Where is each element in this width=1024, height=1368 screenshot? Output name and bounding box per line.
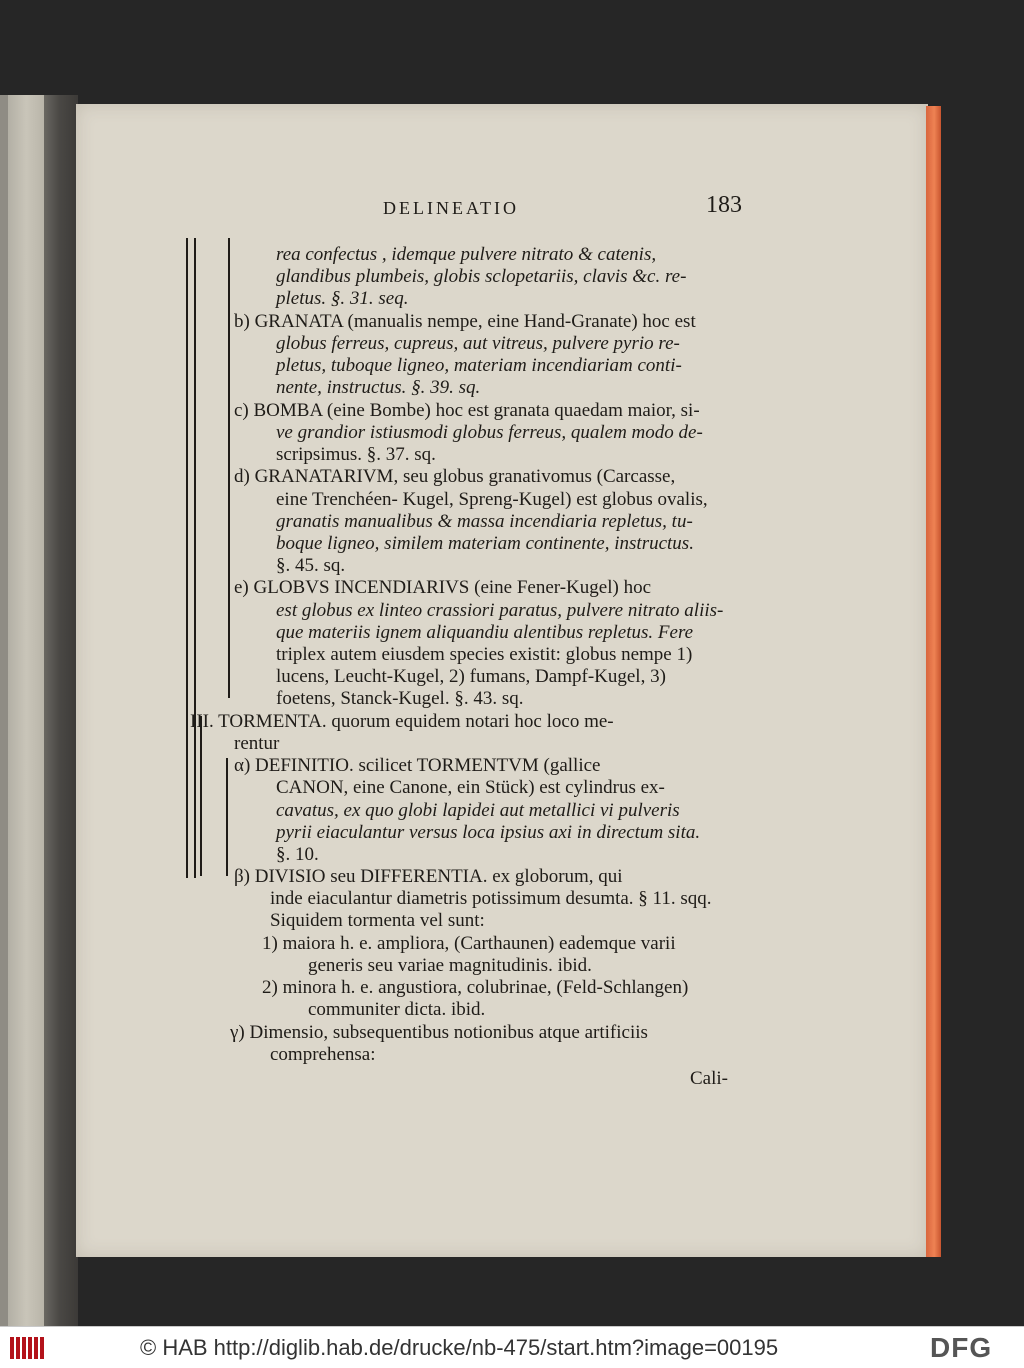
text-line: III. TORMENTA. quorum equidem notari hoc loco me-	[190, 711, 614, 732]
text-line: α) DEFINITIO. scilicet TORMENTVM (gallice	[234, 755, 601, 776]
text-line: γ) Dimensio, subsequentibus notionibus atque artificiis	[230, 1022, 648, 1043]
text-line: que materiis ignem aliquandiu alentibus repletus. Fere	[276, 622, 694, 643]
subsection-bracket-rule	[226, 758, 228, 876]
text-line: β) DIVISIO seu DIFFERENTIA. ex globorum, qui	[234, 866, 623, 887]
text-line: 1) maiora h. e. ampliora, (Carthaunen) eademque varii	[262, 933, 676, 954]
inner-bracket-rule	[228, 238, 230, 698]
text-line: b) GRANATA (manualis nempe, eine Hand-Granate) hoc est	[234, 311, 696, 332]
page-number: 183	[706, 192, 742, 218]
text-line: globus ferreus, cupreus, aut vitreus, pulvere pyrio re-	[276, 333, 680, 354]
catchword: Cali-	[690, 1068, 728, 1089]
footer-copyright-link[interactable]: © HAB http://diglib.hab.de/drucke/nb-475/start.htm?image=00195	[140, 1335, 779, 1360]
text-line: est globus ex linteo crassiori paratus, pulvere nitrato aliis-	[276, 600, 724, 621]
text-line: 2) minora h. e. angustiora, colubrinae, (Feld-Schlangen)	[262, 977, 689, 998]
text-line: communiter dicta. ibid.	[308, 999, 486, 1020]
text-line: cavatus, ex quo globi lapidei aut metallici vi pulveris	[276, 800, 680, 821]
text-line: ve grandior istiusmodi globus ferreus, qualem modo de-	[276, 422, 703, 443]
text-line: boque ligneo, similem materiam continente, instructus.	[276, 533, 694, 554]
text-line: CANON, eine Canone, ein Stück) est cylindrus ex-	[276, 777, 665, 798]
running-head: DELINEATIO	[383, 198, 519, 218]
book-gutter	[44, 95, 78, 1326]
text-line: foetens, Stanck-Kugel. §. 43. sq.	[276, 688, 524, 709]
dfg-logo: DFG	[930, 1332, 993, 1363]
text-line: triplex autem eiusdem species existit: globus nempe 1)	[276, 644, 693, 665]
text-line: c) BOMBA (eine Bombe) hoc est granata quaedam maior, si-	[234, 400, 700, 421]
text-line: eine Trenchéen- Kugel, Spreng-Kugel) est globus ovalis,	[276, 489, 708, 510]
text-line: §. 45. sq.	[276, 555, 346, 576]
text-line: d) GRANATARIVM, seu globus granativomus (Carcasse,	[234, 466, 676, 487]
text-line: Siquidem tormenta vel sunt:	[270, 910, 485, 931]
text-line: rentur	[234, 733, 280, 754]
section-bracket-rule	[200, 716, 202, 876]
text-line: scripsimus. §. 37. sq.	[276, 444, 436, 465]
outer-bracket-rule-2	[186, 238, 188, 878]
text-line: inde eiaculantur diametris potissimum desumta. § 11. sqq.	[270, 888, 712, 909]
outer-bracket-rule	[194, 238, 196, 878]
text-line: pletus, tuboque ligneo, materiam incendiariam conti-	[276, 355, 682, 376]
page-edge-colored	[926, 106, 941, 1257]
footer-bar	[0, 1326, 1024, 1368]
text-line: glandibus plumbeis, globis sclopetariis, clavis &c. re-	[276, 266, 687, 287]
text-line: pletus. §. 31. seq.	[276, 288, 409, 309]
text-line: §. 10.	[276, 844, 319, 865]
text-line: generis seu variae magnitudinis. ibid.	[308, 955, 592, 976]
text-line: rea confectus , idemque pulvere nitrato & catenis,	[276, 244, 657, 265]
text-line: lucens, Leucht-Kugel, 2) fumans, Dampf-Kugel, 3)	[276, 666, 666, 687]
text-line: comprehensa:	[270, 1044, 376, 1065]
hab-logo-icon	[10, 1337, 44, 1359]
text-line: e) GLOBVS INCENDIARIVS (eine Fener-Kugel) hoc	[234, 577, 651, 598]
text-line: nente, instructus. §. 39. sq.	[276, 377, 481, 398]
text-line: pyrii eiaculantur versus loca ipsius axi in directum sita.	[276, 822, 701, 843]
left-page-edge	[0, 95, 8, 1326]
text-line: granatis manualibus & massa incendiaria repletus, tu-	[276, 511, 693, 532]
